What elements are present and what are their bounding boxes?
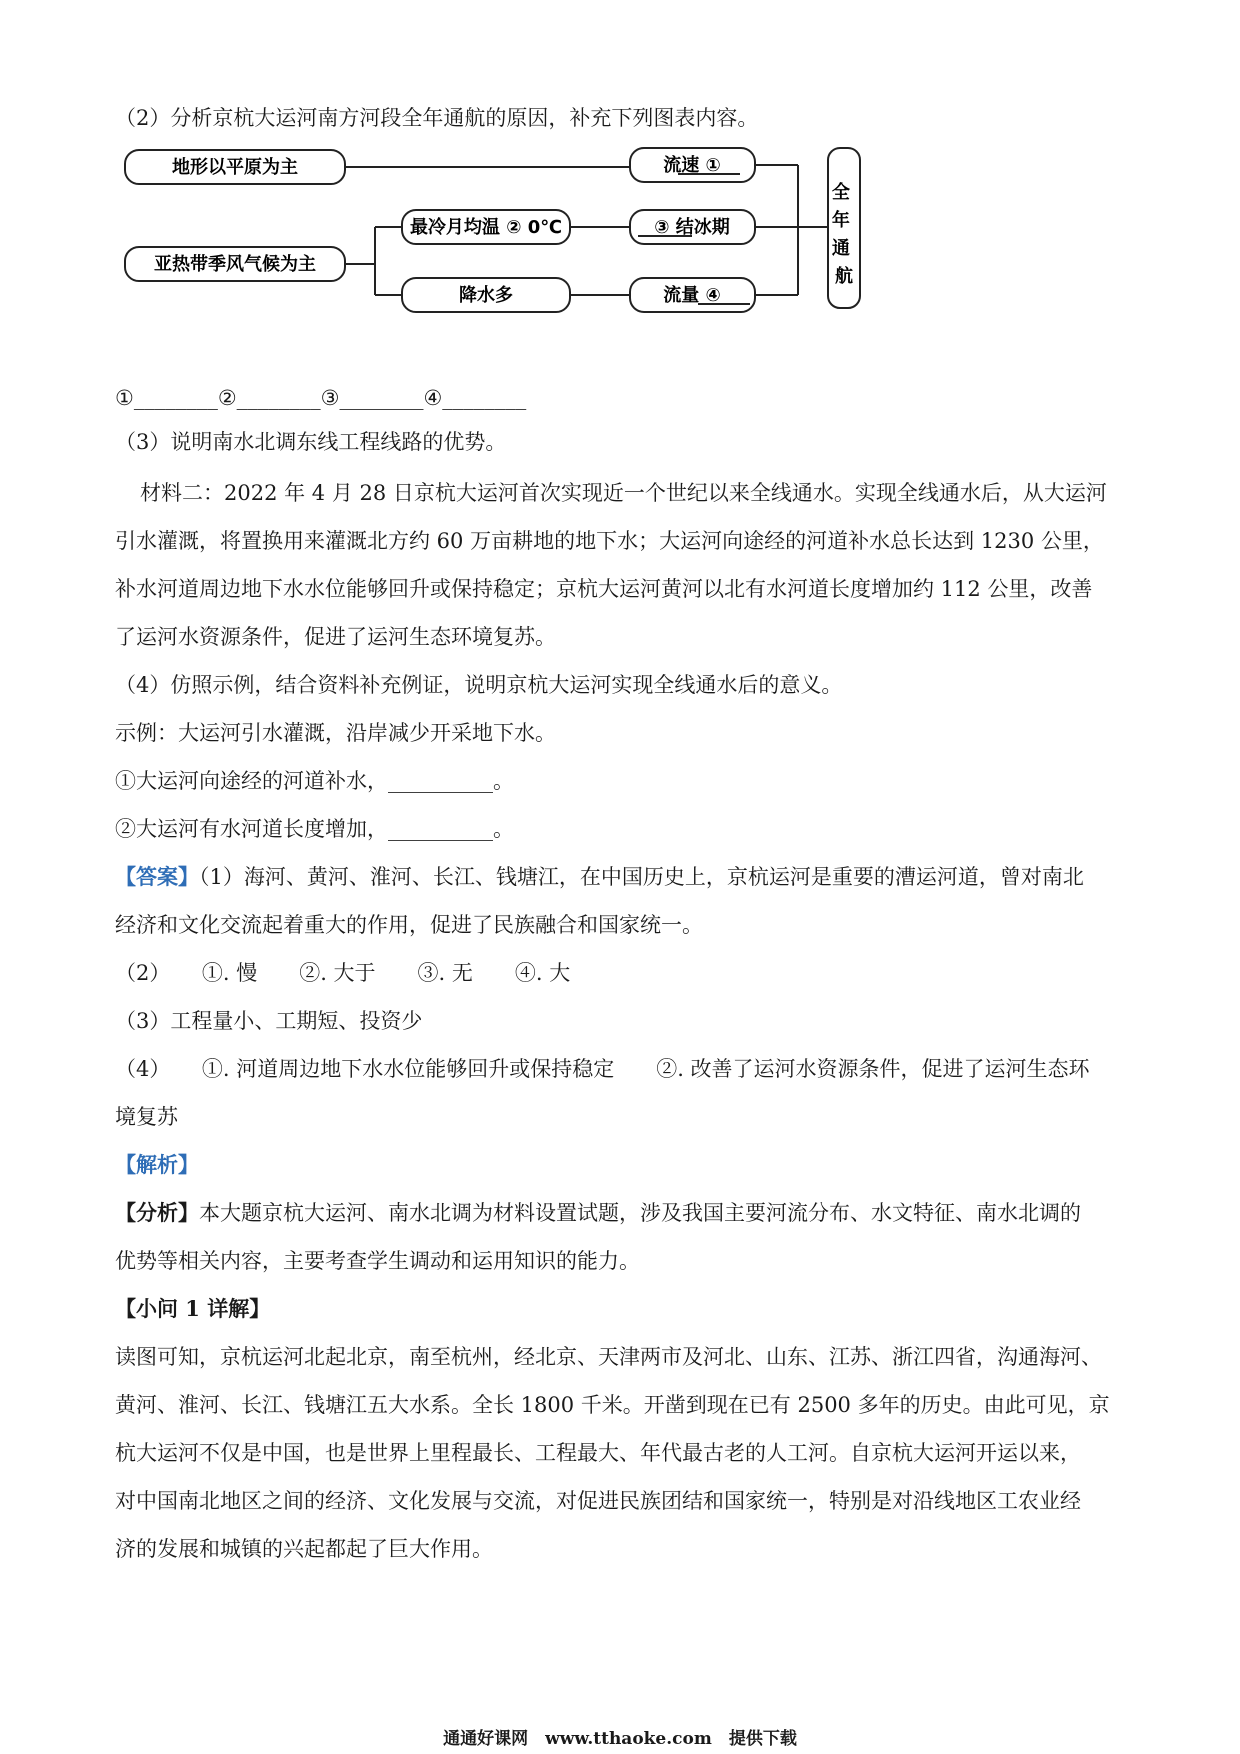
q2-blanks: ①________②________③________④________ xyxy=(115,386,527,410)
material2-line-4: 了运河水资源条件，促进了运河生态环境复苏。 xyxy=(115,625,556,649)
material2-line-1: 材料二：2022 年 4 月 28 日京杭大运河首次实现近一个世纪以来全线通水。实现全线通水后，从大运河 xyxy=(140,481,1107,505)
q3-question: （3）说明南水北调东线工程线路的优势。 xyxy=(115,430,507,454)
answer-line-1 xyxy=(115,862,1135,892)
material2-line-3: 补水河道周边地下水水位能够回升或保持稳定；京杭大运河黄河以北有水河道长度增加约 112 公里，改善 xyxy=(115,577,1093,601)
flow-speed-label: 流速 ① xyxy=(663,155,721,176)
material2-line-2: 引水灌溉，将置换用来灌溉北方约 60 万亩耕地的地下水；大运河向途经的河道补水总长达到 1230 公里， xyxy=(115,529,1104,553)
answer-4-line-2: 境复苏 xyxy=(115,1105,178,1129)
sub1-line-3: 杭大运河不仅是中国，也是世界上里程最长、工程最大、年代最古老的人工河。自京杭大运河开运以来， xyxy=(115,1441,1081,1465)
fenxi-line-2: 优势等相关内容，主要考查学生调动和运用知识的能力。 xyxy=(115,1249,640,1273)
fenxi-line-1 xyxy=(115,1198,1135,1228)
fenxi-tag: 【分析】 xyxy=(115,1200,199,1225)
precipitation-label: 降水多 xyxy=(459,285,513,306)
reason-diagram xyxy=(110,140,980,320)
fenxi-text: 本大题京杭大运河、南水北调为材料设置试题，涉及我国主要河流分布、水文特征、南水北调的 xyxy=(199,1201,1081,1225)
analysis-tag: 【解析】 xyxy=(115,1152,199,1177)
q2-question: （2）分析京杭大运河南方河段全年通航的原因，补充下列图表内容。 xyxy=(115,106,759,130)
q4-example: 示例：大运河引水灌溉，沿岸减少开采地下水。 xyxy=(115,721,556,745)
answer-1-text: （1）海河、黄河、淮河、长江、钱塘江，在中国历史上，京杭运河是重要的漕运河道，曾对南北 xyxy=(199,865,1084,889)
coldest-month-label: 最冷月均温 ② 0℃ xyxy=(409,217,563,238)
sub1-line-2: 黄河、淮河、长江、钱塘江五大水系。全长 1800 千米。开凿到现在已有 2500 多年的历史。由此可见，京 xyxy=(115,1393,1110,1417)
answer-line-2: 经济和文化交流起着重大的作用，促进了民族融合和国家统一。 xyxy=(115,913,703,937)
page-footer: 通通好课网 www.tthaoke.com 提供下载 xyxy=(443,1729,797,1749)
q4-item-1: ①大运河向途经的河道补水，__________。 xyxy=(115,769,514,793)
answer-2: （2） ①. 慢 ②. 大于 ③. 无 ④. 大 xyxy=(115,961,571,985)
terrain-label: 地形以平原为主 xyxy=(172,157,298,178)
result-label: 全 年 通 航 xyxy=(831,182,853,287)
sub1-line-1: 读图可知，京杭运河北起北京，南至杭州，经北京、天津两市及河北、山东、江苏、浙江四省，沟通海河、 xyxy=(115,1345,1102,1369)
q4-item-2: ②大运河有水河道长度增加，__________。 xyxy=(115,817,514,841)
q4-question: （4）仿照示例，结合资料补充例证，说明京杭大运河实现全线通水后的意义。 xyxy=(115,673,843,697)
sub1-line-4: 对中国南北地区之间的经济、文化发展与交流，对促进民族团结和国家统一，特别是对沿线地区工农业经 xyxy=(115,1489,1081,1513)
answer-tag: 【答案】 xyxy=(115,864,199,889)
freeze-label: ③ 结冰期 xyxy=(654,217,730,238)
sub1-line-5: 济的发展和城镇的兴起都起了巨大作用。 xyxy=(115,1537,493,1561)
climate-label: 亚热带季风气候为主 xyxy=(154,254,316,275)
sub1-tag: 【小问 1 详解】 xyxy=(115,1296,271,1321)
flow-volume-label: 流量 ④ xyxy=(663,285,721,306)
answer-4-line-1: （4） ①. 河道周边地下水水位能够回升或保持稳定 ②. 改善了运河水资源条件，促进了运河生态环 xyxy=(115,1057,1090,1081)
answer-3: （3）工程量小、工期短、投资少 xyxy=(115,1009,423,1033)
